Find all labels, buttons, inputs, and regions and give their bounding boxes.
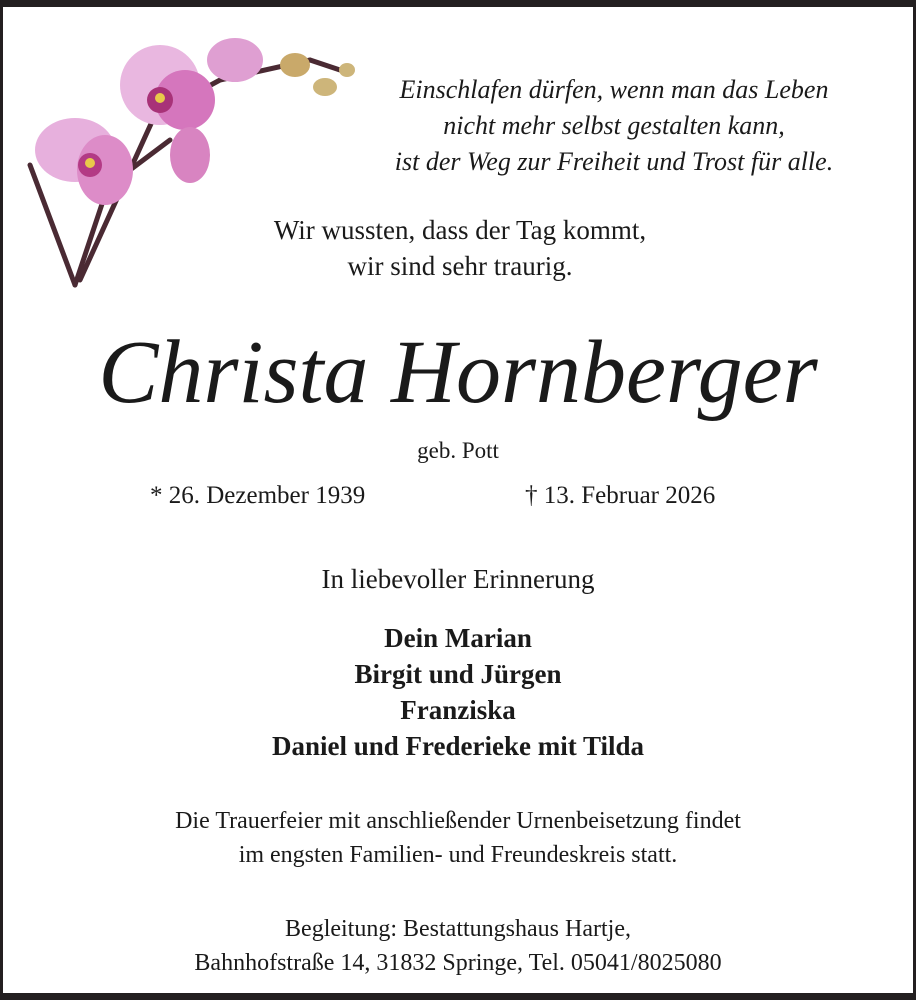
ceremony-line: im engsten Familien- und Freundeskreis statt. <box>238 842 678 868</box>
intro-text <box>180 212 740 284</box>
death-date: † 13. Februar 2026 <box>525 482 716 509</box>
mourner: Birgit und Jürgen <box>354 659 562 689</box>
contact-line: Bahnhofstraße 14, 31832 Springe, Tel. 05041/8025080 <box>194 950 722 976</box>
quote <box>334 72 894 180</box>
mourner: Franziska <box>400 695 516 725</box>
quote-line: Einschlafen dürfen, wenn man das Leben <box>399 75 829 104</box>
quote-line: ist der Weg zur Freiheit und Trost für alle. <box>394 147 834 176</box>
deceased-name: Christa Hornberger <box>98 323 818 422</box>
mourner: Dein Marian <box>384 623 532 653</box>
memory-line: In liebevoller Erinnerung <box>321 564 595 594</box>
birth-date: * 26. Dezember 1939 <box>150 482 366 509</box>
orchid-flowers-icon <box>35 38 355 205</box>
intro-line: Wir wussten, dass der Tag kommt, <box>273 215 647 245</box>
contact-line: Begleitung: Bestattungshaus Hartje, <box>285 916 631 942</box>
mourner: Daniel und Frederieke mit Tilda <box>271 731 645 761</box>
ceremony-info <box>0 804 916 872</box>
intro-line: wir sind sehr traurig. <box>347 251 573 281</box>
mourners-list <box>0 620 916 764</box>
funeral-home-contact <box>0 912 916 980</box>
maiden-name: geb. Pott <box>417 438 499 463</box>
quote-line: nicht mehr selbst gestalten kann, <box>443 111 785 140</box>
ceremony-line: Die Trauerfeier mit anschließender Urnenbeisetzung findet <box>175 808 741 834</box>
